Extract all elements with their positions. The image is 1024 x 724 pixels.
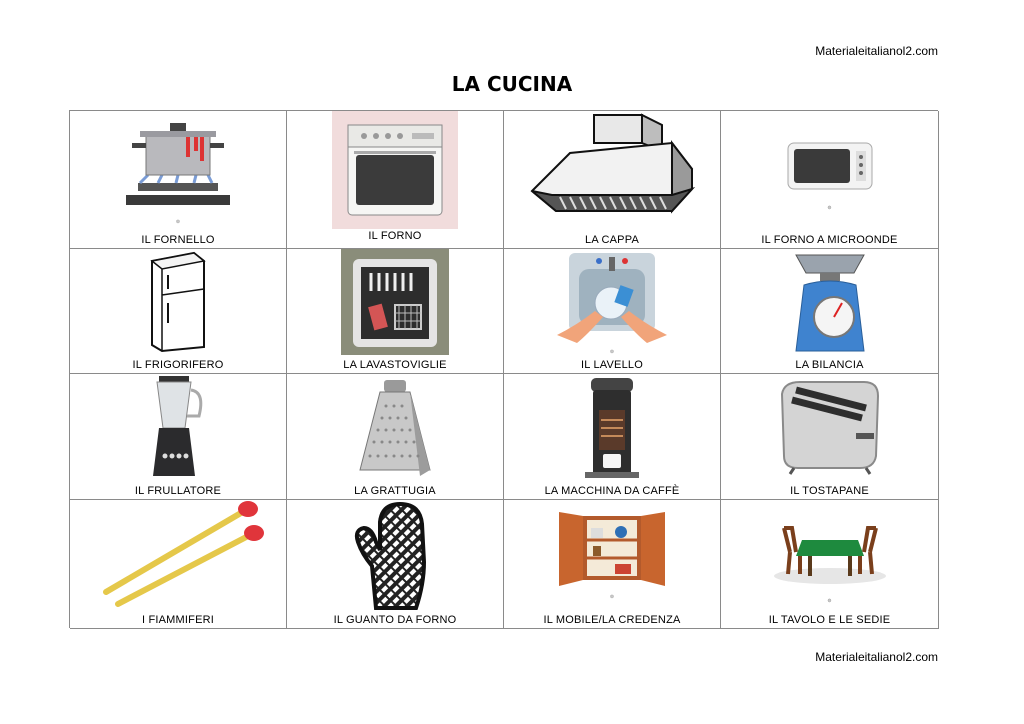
sink-icon: [557, 251, 667, 351]
card-label: IL MOBILE/LA CREDENZA: [543, 614, 681, 626]
oven-icon: [332, 111, 458, 229]
watermark: ⊚: [175, 219, 181, 225]
card-label: IL FORNELLO: [141, 234, 215, 246]
grater-icon: [350, 376, 440, 482]
card-label: I FIAMMIFERI: [141, 614, 215, 626]
range-hood-icon: [522, 113, 702, 231]
site-name-bottom: Materialeitalianol2.com: [815, 650, 938, 664]
card-label: IL TOSTAPANE: [790, 485, 869, 497]
table-chairs-icon: [770, 502, 890, 598]
scale-icon: [780, 251, 880, 357]
coffee-machine-icon: [577, 376, 647, 482]
card-macchina-caffe: [504, 374, 721, 500]
vocabulary-grid: [69, 110, 938, 628]
stove-pot-icon: [118, 113, 238, 213]
card-frigorifero: [70, 249, 287, 374]
fridge-icon: [138, 251, 218, 355]
watermark: ⊚: [609, 349, 615, 355]
card-label: IL FRULLATORE: [134, 485, 222, 497]
card-lavastoviglie: [287, 249, 504, 374]
toaster-icon: [770, 376, 890, 476]
card-fiammiferi: [70, 500, 287, 629]
card-grattugia: [287, 374, 504, 500]
matches-icon: [88, 500, 268, 610]
card-tavolo-sedie: [721, 500, 939, 629]
card-frullatore: [70, 374, 287, 500]
card-cappa: [504, 111, 721, 249]
card-lavello: [504, 249, 721, 374]
card-fornello: [70, 111, 287, 249]
card-label: LA MACCHINA DA CAFFÈ: [544, 485, 680, 497]
card-label: LA LAVASTOVIGLIE: [343, 359, 447, 371]
site-name-top: Materialeitalianol2.com: [815, 44, 938, 58]
card-label: IL FRIGORIFERO: [132, 359, 224, 371]
oven-glove-icon: [350, 502, 440, 614]
card-label: LA CAPPA: [585, 234, 639, 246]
card-forno: [287, 111, 504, 249]
dishwasher-icon: [341, 249, 449, 355]
microwave-icon: [780, 113, 880, 213]
card-tostapane: [721, 374, 939, 500]
card-label: IL FORNO: [368, 230, 422, 242]
page-title: LA CUCINA: [451, 72, 573, 96]
cupboard-icon: [557, 502, 667, 598]
card-label: IL TAVOLO E LE SEDIE: [768, 614, 891, 626]
card-guanto-forno: [287, 500, 504, 629]
card-microonde: [721, 111, 939, 249]
card-label: IL FORNO A MICROONDE: [761, 234, 898, 246]
card-bilancia: [721, 249, 939, 374]
card-label: IL LAVELLO: [581, 359, 643, 371]
watermark: ⊚: [827, 205, 832, 211]
card-label: LA BILANCIA: [795, 359, 864, 371]
card-mobile-credenza: [504, 500, 721, 629]
watermark: ⊚: [609, 594, 615, 600]
card-label: LA GRATTUGIA: [354, 485, 436, 497]
blender-icon: [133, 376, 223, 484]
watermark: ⊚: [827, 598, 832, 604]
card-label: IL GUANTO DA FORNO: [333, 614, 457, 626]
